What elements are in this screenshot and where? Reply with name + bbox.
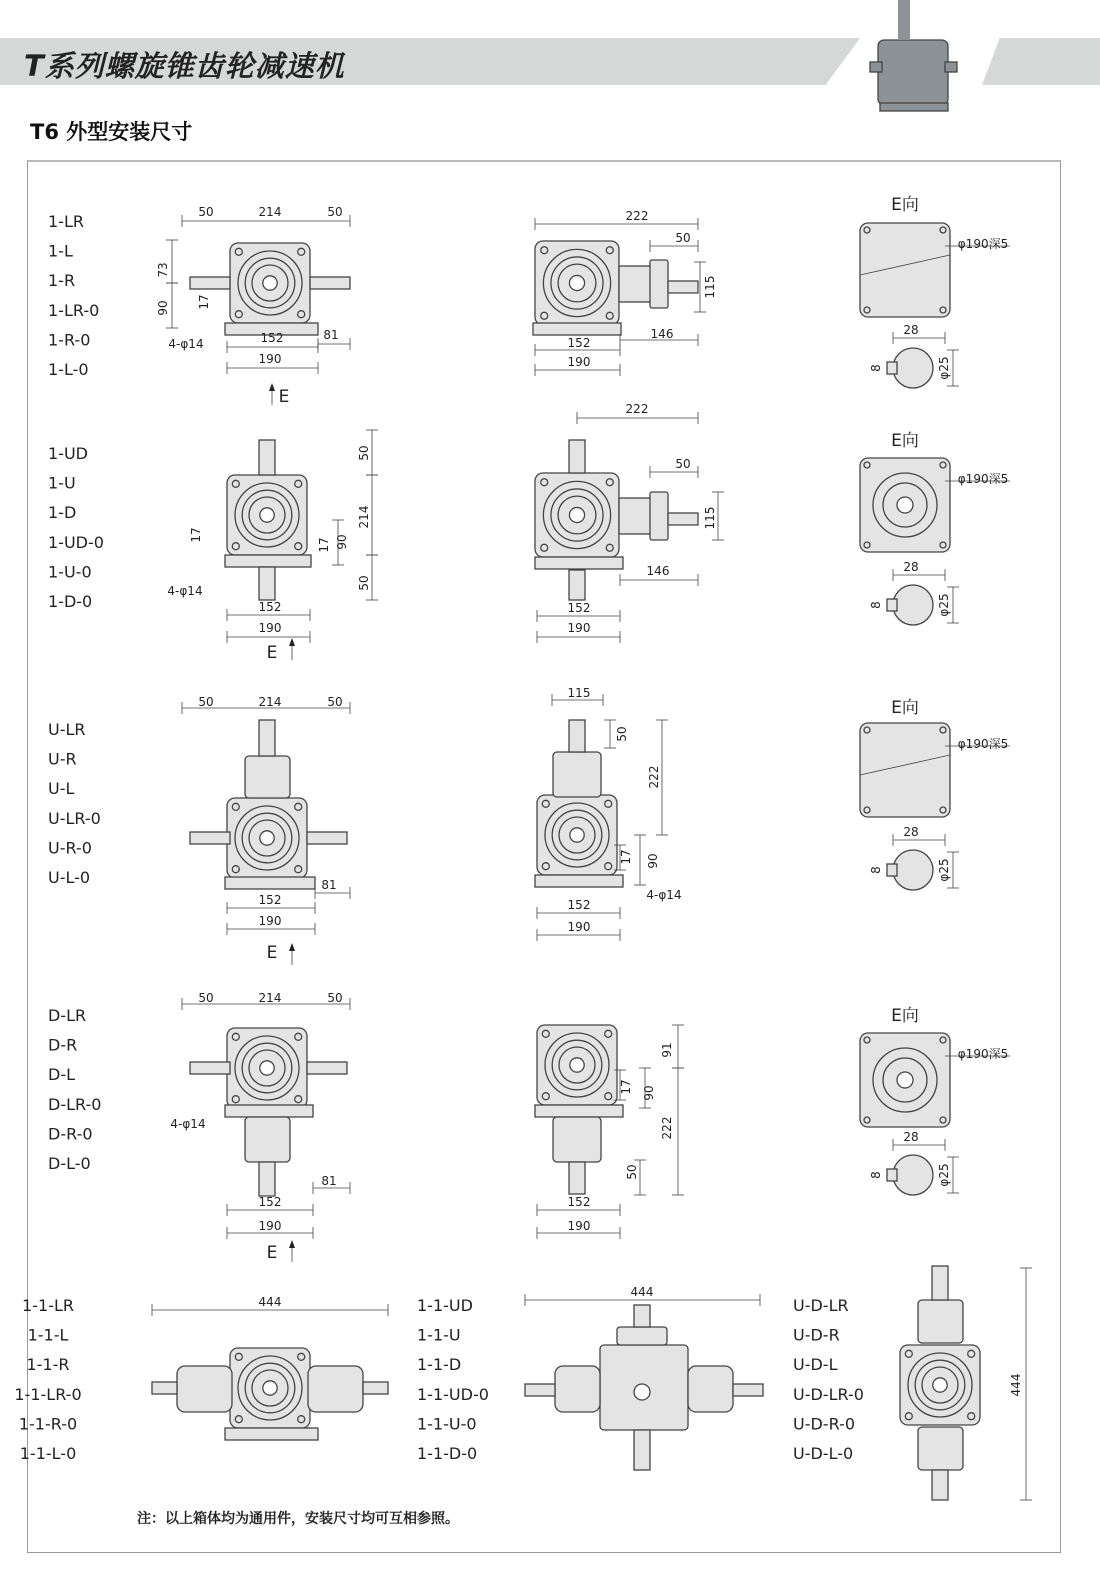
bolt-hole: [606, 247, 613, 254]
output-shaft: [190, 832, 230, 844]
lower-housing: [918, 1427, 963, 1470]
bolt-hole: [295, 803, 302, 810]
dimension-label: 50: [198, 991, 214, 1005]
output-shaft: [569, 720, 585, 752]
model-code: U-LR-0: [48, 808, 101, 828]
model-code: 1-1-UD-0: [417, 1384, 489, 1404]
model-code: U-L-0: [48, 868, 91, 887]
output-shaft: [152, 1382, 177, 1394]
bolt-hole: [864, 1117, 870, 1123]
dimension-label: 214: [258, 695, 282, 709]
dimension-label: 444: [1009, 1373, 1023, 1397]
bolt-hole: [235, 1416, 242, 1423]
model-code: U-D-R: [793, 1325, 840, 1345]
dimension-label: φ25: [937, 1163, 951, 1187]
bolt-hole: [940, 807, 946, 813]
dimension-label: 50: [675, 231, 691, 245]
output-shaft: [190, 1062, 230, 1074]
bolt-hole: [606, 479, 613, 486]
model-code: D-R-0: [48, 1124, 93, 1144]
dimension-label: 50: [675, 457, 691, 471]
output-shaft: [307, 1062, 347, 1074]
dimension-label: 214: [258, 205, 282, 219]
shaft-key: [887, 1169, 897, 1181]
arrow-head-icon: [289, 1240, 295, 1248]
output-shaft: [668, 281, 698, 293]
gearbox-photo-shaft: [945, 62, 957, 72]
bolt-hole: [235, 248, 242, 255]
bolt-hole: [295, 866, 302, 873]
bolt-hole: [298, 248, 305, 255]
side-housing: [688, 1366, 733, 1412]
e-view-title: E向: [891, 1006, 919, 1026]
model-code: 1-U: [48, 473, 76, 493]
dimension-label: 28: [903, 560, 919, 574]
dimension-label: 50: [357, 575, 371, 591]
dimension-label: 222: [647, 765, 661, 789]
model-code: U-D-LR: [793, 1296, 849, 1315]
flange-circle: [893, 850, 933, 890]
dimension-label: 222: [625, 209, 649, 223]
mounting-base: [225, 1105, 313, 1117]
flange: [650, 492, 668, 540]
bolt-hole: [605, 1093, 612, 1100]
dimension-label: 28: [903, 1130, 919, 1144]
bolt-hole: [542, 863, 549, 870]
dimension-label: 50: [615, 726, 629, 742]
model-code: 1-1-R: [26, 1355, 70, 1375]
view-arrow-label: E: [266, 943, 278, 963]
dimension-label: 17: [619, 849, 633, 865]
bolt-hole: [968, 1350, 975, 1357]
model-code: 1-UD-0: [48, 532, 104, 552]
bolt-hole: [235, 1353, 242, 1360]
output-shaft: [668, 513, 698, 525]
shaft-key: [887, 864, 897, 876]
model-code: 1-LR-0: [48, 300, 100, 320]
e-view-face: [860, 223, 950, 317]
upper-housing: [245, 756, 290, 798]
bolt-hole: [542, 1030, 549, 1037]
dimension-label: 444: [258, 1295, 282, 1309]
dimension-label: 444: [630, 1285, 654, 1299]
bolt-hole: [541, 544, 548, 551]
side-housing: [308, 1366, 363, 1412]
dimension-label: 214: [258, 991, 282, 1005]
output-shaft: [932, 1266, 948, 1300]
model-code: U-D-R-0: [793, 1414, 855, 1434]
view-arrow-label: E: [266, 643, 278, 663]
bolt-hole: [541, 247, 548, 254]
model-code: D-LR: [48, 1006, 87, 1025]
bolt-hole: [295, 1096, 302, 1103]
gearbox-photo-shaft: [898, 0, 910, 40]
model-code: 1-R-0: [48, 330, 91, 350]
model-code: U-R: [48, 749, 77, 769]
output-shaft: [932, 1470, 948, 1500]
bolt-hole: [940, 307, 946, 313]
side-housing: [555, 1366, 600, 1412]
bolt-hole: [968, 1413, 975, 1420]
bolt-hole: [940, 727, 946, 733]
dimension-label: 190: [258, 914, 282, 928]
dimension-label: 190: [258, 352, 282, 366]
bolt-hole: [295, 480, 302, 487]
dimension-label: 50: [327, 205, 343, 219]
output-shaft: [634, 1430, 650, 1470]
dimension-label: 190: [567, 920, 591, 934]
page-title: T系列螺旋锥齿轮减速机: [24, 49, 345, 83]
model-code: 1-R: [48, 271, 76, 291]
dimension-label: 8: [869, 1171, 883, 1179]
upper-housing: [553, 752, 601, 797]
output-shaft: [733, 1384, 763, 1396]
dimension-label: φ25: [937, 858, 951, 882]
dimension-label: 4-φ14: [646, 888, 682, 902]
bolt-hole: [298, 1416, 305, 1423]
e-view-title: E向: [891, 698, 919, 718]
output-shaft: [190, 277, 230, 289]
output-shaft: [634, 1305, 650, 1327]
e-view-face: [860, 723, 950, 817]
model-code: U-D-L: [793, 1355, 838, 1375]
bolt-hole: [542, 1093, 549, 1100]
bore-label: φ190深5: [957, 1047, 1009, 1061]
bolt-hole: [232, 480, 239, 487]
dimension-label: 50: [625, 1164, 639, 1180]
output-shaft: [569, 570, 585, 600]
model-code: 1-1-U: [417, 1325, 461, 1345]
mounting-base: [225, 877, 315, 889]
dimension-label: 4-φ14: [170, 1117, 206, 1131]
model-code: 1-1-U-0: [417, 1414, 477, 1434]
dimension-label: 115: [703, 506, 717, 530]
model-code: 1-1-R-0: [18, 1414, 78, 1434]
flange-circle: [897, 1072, 913, 1088]
dimension-label: 17: [197, 294, 211, 310]
bolt-hole: [606, 312, 613, 319]
dimension-label: 190: [567, 621, 591, 635]
dimension-label: φ25: [937, 593, 951, 617]
model-code: D-L-0: [48, 1154, 91, 1173]
bolt-hole: [864, 542, 870, 548]
gearbox-photo-base: [880, 103, 948, 111]
mounting-base: [225, 555, 311, 567]
flange-circle: [263, 276, 277, 290]
model-code: 1-1-D-0: [417, 1444, 478, 1463]
e-view-title: E向: [891, 195, 919, 215]
arrow-head-icon: [269, 383, 275, 391]
dimension-label: 73: [156, 262, 170, 278]
dimension-label: 214: [357, 505, 371, 529]
model-code: 1-L: [48, 241, 73, 261]
flange-circle: [570, 828, 584, 842]
bolt-hole: [940, 462, 946, 468]
dimension-label: 146: [646, 564, 670, 578]
dimension-label: 152: [258, 600, 282, 614]
dimension-label: 90: [646, 853, 660, 869]
dimension-label: 81: [321, 878, 337, 892]
model-code: U-L: [48, 779, 75, 799]
side-housing: [177, 1366, 232, 1412]
bolt-hole: [864, 462, 870, 468]
dimension-label: 81: [323, 328, 339, 342]
flange-circle: [897, 497, 913, 513]
arrow-head-icon: [289, 943, 295, 951]
lower-housing: [553, 1117, 601, 1162]
model-code: 1-LR: [48, 212, 84, 231]
output-shaft: [259, 567, 275, 600]
output-shaft: [363, 1382, 388, 1394]
bolt-hole: [295, 1033, 302, 1040]
bolt-hole: [864, 807, 870, 813]
model-code: 1-D: [48, 503, 77, 523]
dimension-label: 115: [703, 275, 717, 299]
output-shaft: [259, 1162, 275, 1196]
output-shaft: [569, 440, 585, 473]
output-shaft: [259, 720, 275, 756]
bolt-hole: [864, 727, 870, 733]
bolt-hole: [295, 543, 302, 550]
dimension-label: 4-φ14: [167, 584, 203, 598]
bore-label: φ190深5: [957, 737, 1009, 751]
dimension-label: 91: [660, 1042, 674, 1058]
gearbox-photo-shaft: [870, 62, 882, 72]
bolt-hole: [232, 543, 239, 550]
dimension-label: 146: [650, 327, 674, 341]
bolt-hole: [232, 866, 239, 873]
lower-housing: [245, 1117, 290, 1162]
bolt-hole: [232, 803, 239, 810]
dimension-label: 4-φ14: [168, 337, 204, 351]
dimension-label: 222: [660, 1116, 674, 1140]
model-code: 1-1-UD: [417, 1296, 473, 1315]
bolt-hole: [864, 227, 870, 233]
dimension-label: 90: [156, 300, 170, 316]
mounting-base: [535, 557, 623, 569]
gearbox-photo: [878, 40, 948, 105]
dimension-label: 28: [903, 323, 919, 337]
bolt-hole: [232, 1096, 239, 1103]
model-code: U-D-L-0: [793, 1444, 854, 1463]
bolt-hole: [605, 800, 612, 807]
model-code: U-R-0: [48, 838, 92, 858]
flange-circle: [893, 1155, 933, 1195]
bolt-hole: [940, 227, 946, 233]
output-shaft: [569, 1162, 585, 1194]
dimension-label: 152: [567, 601, 591, 615]
dimension-label: 50: [327, 695, 343, 709]
dimension-label: φ25: [937, 356, 951, 380]
bolt-hole: [940, 1037, 946, 1043]
dimension-label: 190: [258, 1219, 282, 1233]
model-code: 1-1-L: [27, 1325, 69, 1345]
upper-housing: [617, 1327, 667, 1345]
model-code: 1-1-D: [417, 1355, 462, 1375]
bolt-hole: [864, 1037, 870, 1043]
bore-label: φ190深5: [957, 472, 1009, 486]
bolt-hole: [940, 542, 946, 548]
dimension-label: 50: [198, 695, 214, 709]
bolt-hole: [541, 312, 548, 319]
dimension-label: 152: [567, 898, 591, 912]
model-code: D-LR-0: [48, 1094, 102, 1114]
flange-circle: [260, 508, 274, 522]
dimension-label: 152: [258, 1195, 282, 1209]
upper-housing: [918, 1300, 963, 1343]
bolt-hole: [905, 1350, 912, 1357]
output-shaft: [525, 1384, 555, 1396]
bolt-hole: [298, 311, 305, 318]
dimension-label: 17: [317, 537, 331, 553]
flange-circle: [893, 348, 933, 388]
model-code: D-L: [48, 1065, 76, 1085]
dimension-label: 90: [642, 1085, 656, 1101]
flange-circle: [263, 1381, 277, 1395]
model-code: 1-U-0: [48, 562, 92, 582]
output-shaft: [259, 440, 275, 475]
dimension-label: 17: [189, 527, 203, 543]
view-arrow-label: E: [278, 387, 290, 407]
section-title: T6 外型安装尺寸: [30, 120, 193, 144]
model-code: 1-D-0: [48, 592, 93, 611]
dimension-label: 115: [567, 686, 591, 700]
dimension-label: 152: [567, 1195, 591, 1209]
dimension-label: 17: [619, 1079, 633, 1095]
dimension-label: 81: [321, 1174, 337, 1188]
side-housing: [619, 266, 654, 302]
bolt-hole: [298, 1353, 305, 1360]
dimension-label: 190: [258, 621, 282, 635]
flange-circle: [569, 507, 584, 522]
dimension-label: 8: [869, 364, 883, 372]
drawing-shapes: [152, 0, 1032, 1500]
model-code: 1-1-LR: [22, 1296, 74, 1315]
side-housing: [619, 498, 654, 534]
flange-circle: [634, 1384, 650, 1400]
dimension-label: 50: [327, 991, 343, 1005]
view-arrow-label: E: [266, 1243, 278, 1263]
mounting-base: [535, 875, 623, 887]
dimension-label: 190: [567, 355, 591, 369]
dimension-label: 50: [198, 205, 214, 219]
dimension-label: 8: [869, 866, 883, 874]
flange-circle: [260, 831, 274, 845]
mounting-base: [535, 1105, 623, 1117]
model-code: D-R: [48, 1035, 78, 1055]
flange-circle: [569, 275, 584, 290]
bolt-hole: [542, 800, 549, 807]
bolt-hole: [606, 544, 613, 551]
model-code: 1-UD: [48, 444, 88, 463]
mounting-base: [225, 1428, 318, 1440]
dimension-label: 152: [260, 331, 284, 345]
shaft-key: [887, 599, 897, 611]
bolt-hole: [232, 1033, 239, 1040]
bolt-hole: [605, 863, 612, 870]
flange-circle: [570, 1058, 584, 1072]
model-code: 1-L-0: [48, 360, 89, 379]
dimension-label: 152: [258, 893, 282, 907]
arrow-head-icon: [289, 638, 295, 646]
footnote: 注：以上箱体均为通用件，安装尺寸均可互相参照。: [137, 1511, 459, 1527]
model-code: 1-1-LR-0: [14, 1384, 82, 1404]
e-view-title: E向: [891, 431, 919, 451]
dimension-label: 8: [869, 601, 883, 609]
shaft-key: [887, 362, 897, 374]
model-code: U-LR: [48, 720, 86, 739]
bore-label: φ190深5: [957, 237, 1009, 251]
bolt-hole: [940, 1117, 946, 1123]
model-code: 1-1-L-0: [19, 1444, 77, 1463]
bolt-hole: [605, 1030, 612, 1037]
flange: [650, 260, 668, 308]
flange-circle: [893, 585, 933, 625]
bolt-hole: [905, 1413, 912, 1420]
bolt-hole: [235, 311, 242, 318]
output-shaft: [310, 277, 350, 289]
dimension-label: 190: [567, 1219, 591, 1233]
dimension-label: 152: [567, 336, 591, 350]
bolt-hole: [864, 307, 870, 313]
bolt-hole: [541, 479, 548, 486]
dimension-label: 50: [357, 445, 371, 461]
model-code: U-D-LR-0: [793, 1384, 864, 1404]
flange-circle: [260, 1061, 274, 1075]
flange-circle: [933, 1378, 947, 1392]
dimension-label: 28: [903, 825, 919, 839]
dimension-label: 222: [625, 402, 649, 416]
mounting-base: [533, 323, 621, 335]
output-shaft: [307, 832, 347, 844]
drawing-labels: [14, 195, 1023, 1463]
dimension-label: 90: [335, 534, 349, 550]
